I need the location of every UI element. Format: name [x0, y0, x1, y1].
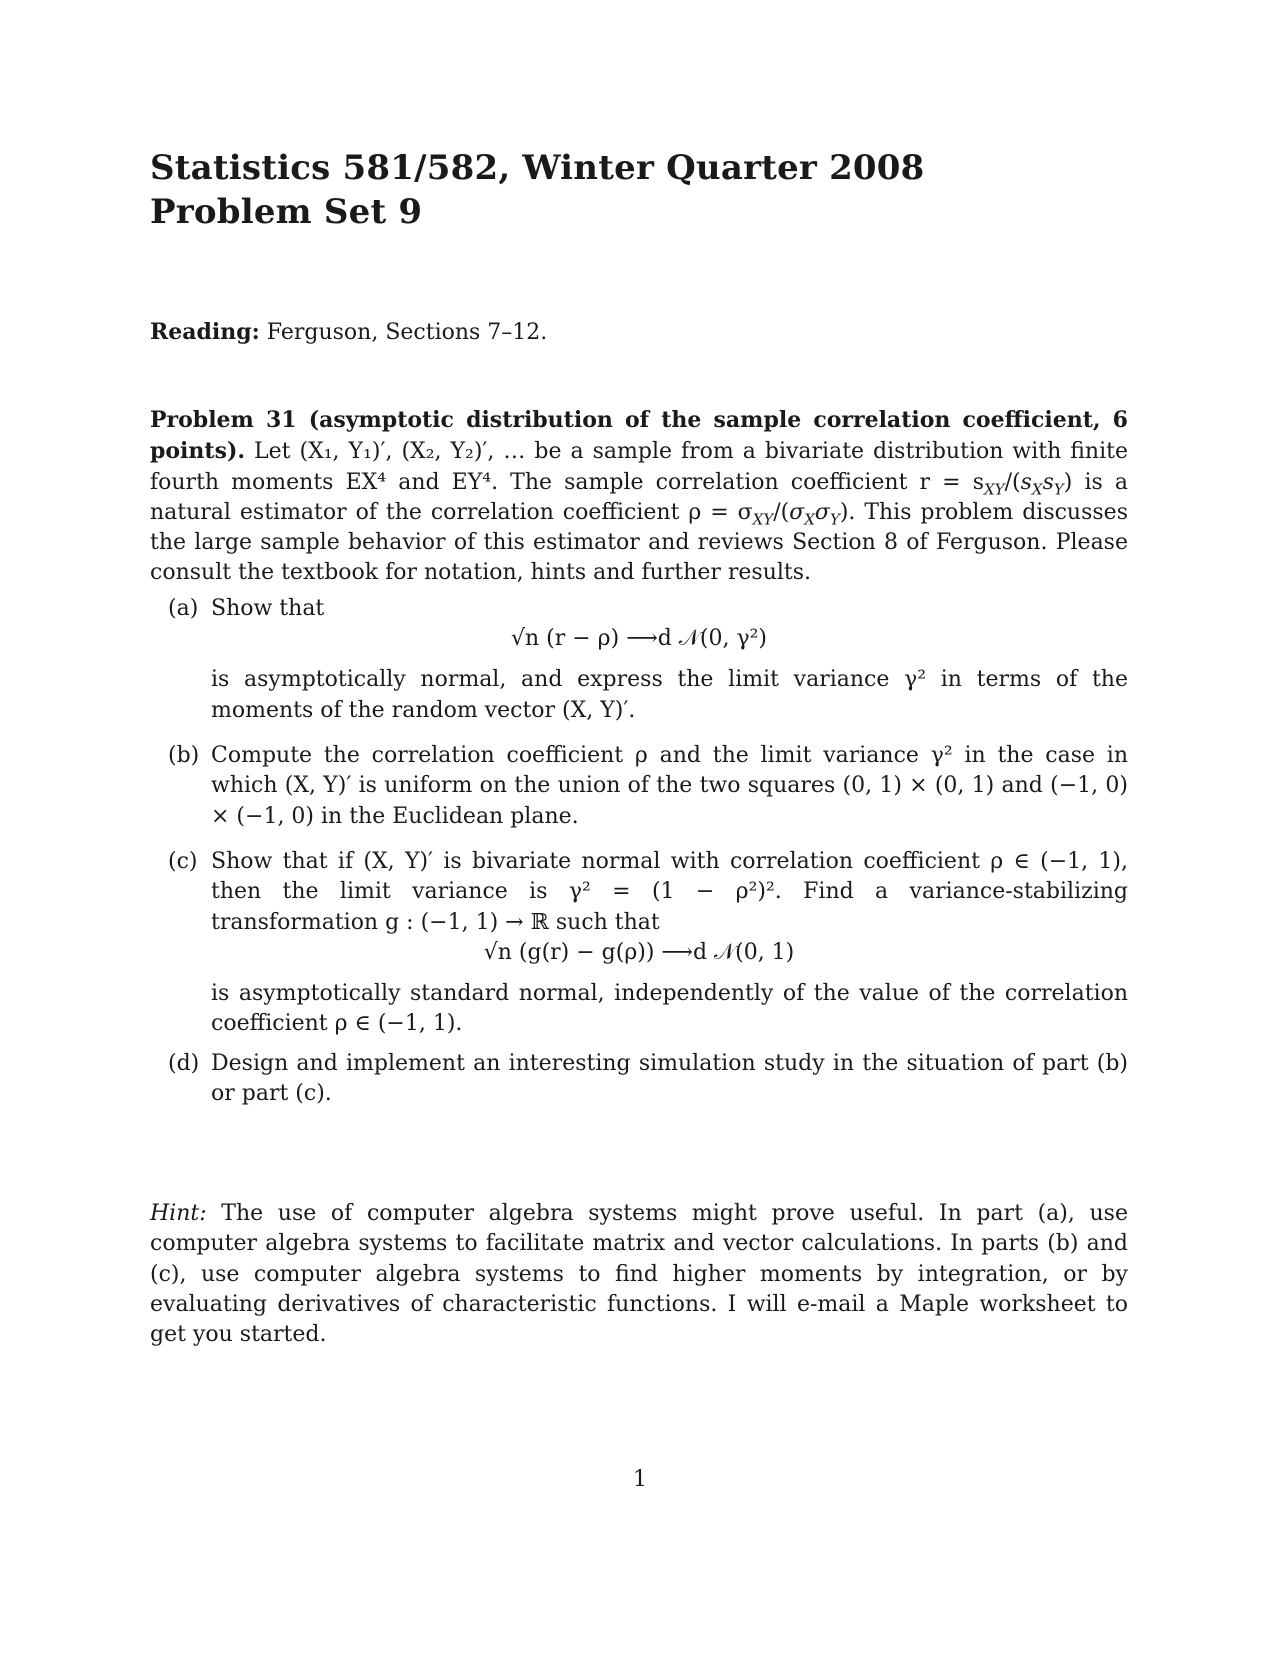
- part-a-display-equation: √n (r − ρ) ⟶d 𝒩(0, γ²): [510, 626, 768, 652]
- part-c-body: [211, 847, 1128, 1039]
- part-c-text-before: Show that if (X, Y)′ is bivariate normal with correlation coefficient ρ ∈ (−1, 1), then the limit variance is γ² = (1 − ρ²)². Find a variance-stabilizing transformation g : (−1, 1) → ℝ such that: [211, 849, 1128, 935]
- problem-intro-3: This problem discusses the large sample behavior of this estimator and reviews Section 8 of Ferguson. Please consult the textbook for notation, hints and further results.: [150, 499, 1128, 586]
- part-d-label: (d): [168, 1051, 200, 1076]
- problem-heading: Problem 31 (asymptotic distribution of the sample correlation coefficient, 6 points).: [150, 407, 1128, 465]
- part-a-text-before: Show that: [211, 596, 325, 621]
- part-a-label: (a): [168, 596, 199, 621]
- page-number: 1: [633, 1467, 647, 1492]
- part-c-label: (c): [168, 849, 198, 874]
- reading-text: Ferguson, Sections 7–12.: [266, 320, 548, 345]
- part-c-display-equation: √n (g(r) − g(ρ)) ⟶d 𝒩(0, 1): [483, 939, 795, 965]
- part-b-label: (b): [168, 743, 200, 768]
- part-d-text: Design and implement an interesting simulation study in the situation of part (b) or part (c).: [211, 1051, 1128, 1107]
- title-line-1: Statistics 581/582, Winter Quarter 2008: [150, 148, 925, 188]
- reading-assignment: [150, 317, 1130, 348]
- problem-intro-1: Let (X₁, Y₁)′, (X₂, Y₂)′, … be a sample from a bivariate distribution with finite fourth moments EX⁴ and EY⁴. The sample correlation coefficient r = s: [150, 439, 1128, 495]
- problem-statement: Problem 31 (asymptotic distribution of the sample correlation coefficient, 6 points). Let (X₁, Y₁)′, (X₂, Y₂)′, … be a sample from a bivariate distribution with finite fourth moments EX⁴ and EY⁴. The sample correlation coefficient $r = s_{XY}/(s_Xs_Y)$ is a natural estimator of the correlation coefficient $\rho = \sigma_{XY}/(\sigma_X\sigma_Y)$. This problem discusses the large sample behavior of this estimator and reviews Section 8 of Ferguson. Please consult the textbook for notation, hints and further results.: [150, 407, 1129, 586]
- part-b-text: Compute the correlation coefficient ρ and the limit variance γ² in the case in which (X, Y)′ is uniform on the union of the two squares (0, 1) × (0, 1) and (−1, 0) × (−1, 0) in the Euclidean plane.: [211, 743, 1128, 829]
- part-a-text-after: is asymptotically normal, and express the limit variance γ² in terms of the moments of the random vector (X, Y)′.: [211, 667, 1128, 723]
- title-line-2: Problem Set 9: [150, 192, 423, 232]
- hint-text: The use of computer algebra systems might prove useful. In part (a), use computer algebra systems to facilitate matrix and vector calculations. In parts (b) and (c), use computer algebra systems to find higher moments by integration, or by evaluating derivatives of characteristic functions. I will e-mail a Maple worksheet to get you started.: [150, 1201, 1128, 1348]
- hint-label: Hint:: [150, 1201, 207, 1226]
- document-title: [150, 146, 925, 234]
- part-c-text-after: is asymptotically standard normal, independently of the value of the correlation coefficient ρ ∈ (−1, 1).: [211, 980, 1128, 1037]
- part-a-body: [211, 594, 1128, 726]
- reading-label: Reading:: [150, 319, 260, 345]
- hint-paragraph: [150, 1199, 1128, 1350]
- problem-intro-2: is a natural estimator of the correlation coefficient ρ = σ: [150, 469, 1129, 525]
